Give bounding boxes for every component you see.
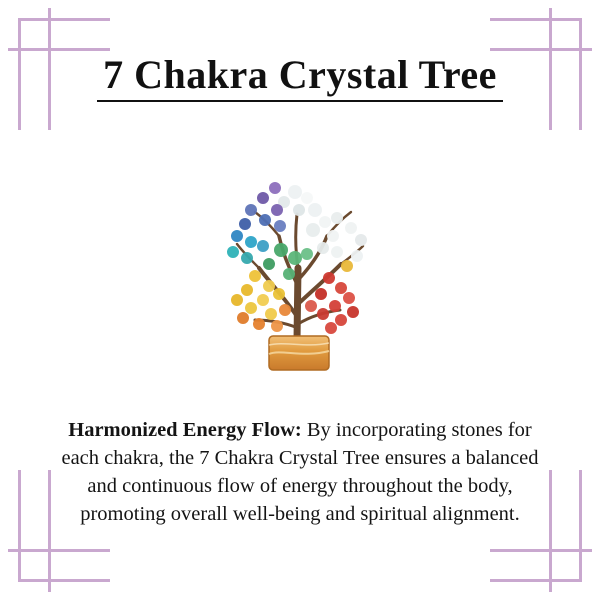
frame-mask-left xyxy=(0,130,56,470)
page-title-container xyxy=(0,52,600,102)
product-image xyxy=(185,118,415,378)
crystal-tree-illustration xyxy=(185,118,415,378)
description-body: By incorporating stones for each chakra, the 7 Chakra Crystal Tree ensures a balanced and continuous flow of energy throughout the body, promoting overall well-being and spiritual alignment. xyxy=(61,418,539,526)
description-lead: Harmonized Energy Flow: xyxy=(68,418,302,441)
page-title: 7 Chakra Crystal Tree xyxy=(97,52,503,102)
frame-mask-right xyxy=(544,130,600,470)
frame-mask-bottom xyxy=(110,544,490,602)
description-text xyxy=(58,416,542,529)
frame-mask-top xyxy=(110,0,490,56)
